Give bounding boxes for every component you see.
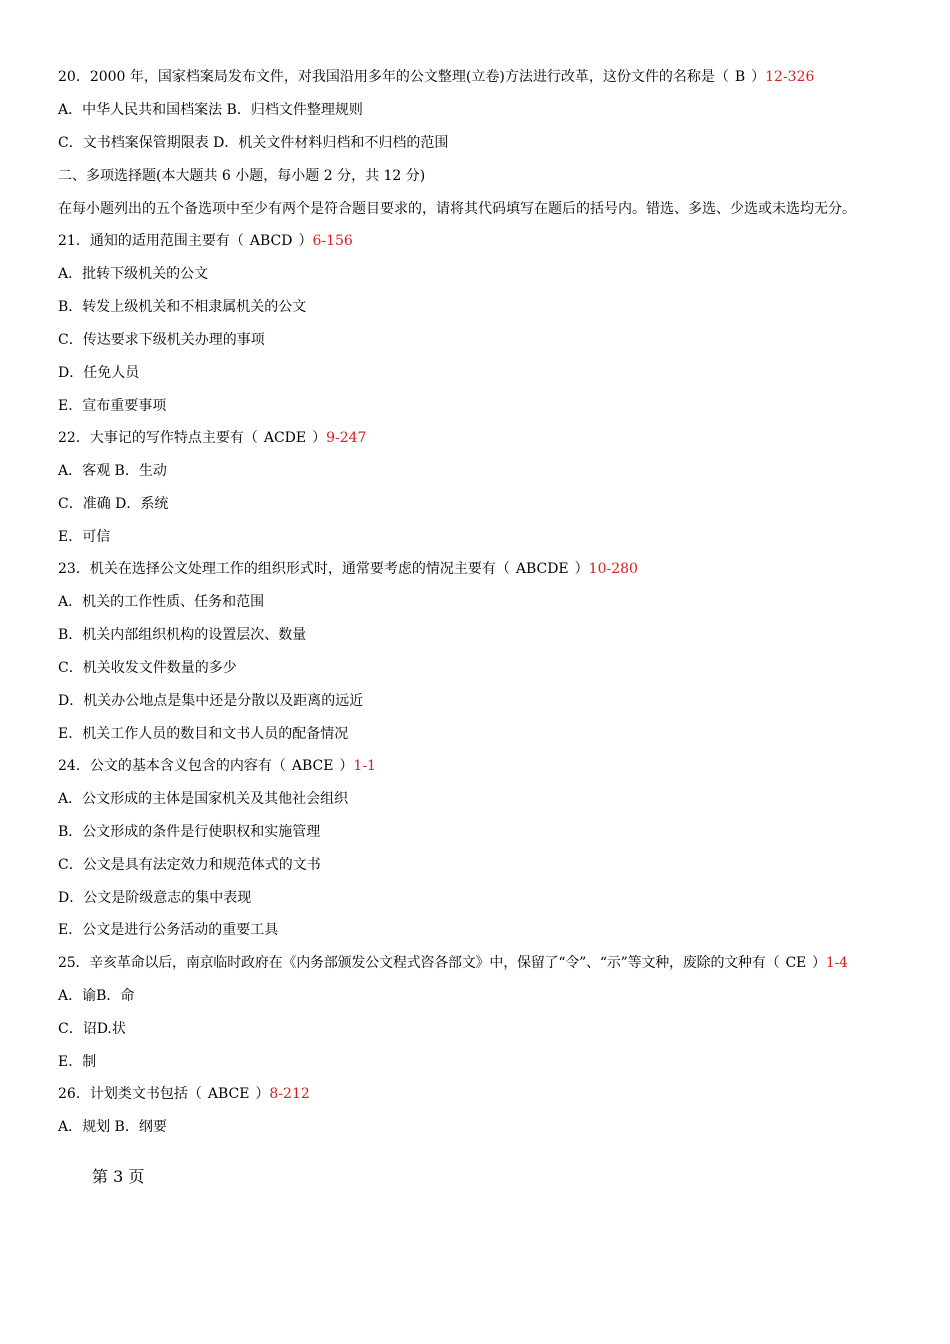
option-line: E．公文是进行公务活动的重要工具: [58, 922, 279, 938]
option-line: D．任免人员: [58, 365, 140, 381]
page-reference: 1-4: [825, 955, 848, 971]
option-line: A．公文形成的主体是国家机关及其他社会组织: [58, 791, 349, 807]
option-line: A．谕B．命: [58, 988, 135, 1004]
option-line: A．中华人民共和国档案法 B．归档文件整理规则: [58, 102, 363, 118]
question-25: 25．辛亥革命以后，南京临时政府在《内务部颁发公文程式咨各部文》中，保留了“令”、“示”等文种，废除的文种有（ CE ）1-4: [58, 955, 848, 971]
option-line: E．机关工作人员的数目和文书人员的配备情况: [58, 726, 349, 742]
page-reference: 12-326: [765, 69, 815, 85]
option-line: C．文书档案保管期限表 D．机关文件材料归档和不归档的范围: [58, 135, 449, 151]
option-line: B．转发上级机关和不相隶属机关的公文: [58, 299, 307, 315]
option-line: A．客观 B．生动: [58, 463, 167, 479]
answer: ABCE: [291, 758, 334, 774]
section-instructions: 在每小题列出的五个备选项中至少有两个是符合题目要求的，请将其代码填写在题后的括号内。错选、多选、少选或未选均无分。: [58, 201, 856, 217]
option-line: E．宣布重要事项: [58, 398, 167, 414]
option-line: B．公文形成的条件是行使职权和实施管理: [58, 824, 321, 840]
option-line: B．机关内部组织机构的设置层次、数量: [58, 627, 307, 643]
answer: ABCDE: [515, 561, 569, 577]
option-line: D．公文是阶级意志的集中表现: [58, 890, 252, 906]
option-line: E．可信: [58, 529, 111, 545]
option-line: A．规划 B．纲要: [58, 1119, 167, 1135]
answer: ABCD: [249, 233, 293, 249]
question-21: 21．通知的适用范围主要有（ ABCD ）6-156: [58, 233, 353, 249]
question-22: 22．大事记的写作特点主要有（ ACDE ）9-247: [58, 430, 367, 446]
option-line: C．公文是具有法定效力和规范体式的文书: [58, 857, 321, 873]
page-reference: 10-280: [588, 561, 638, 577]
answer: B: [734, 69, 746, 85]
page-number: 第 3 页: [92, 1167, 145, 1186]
option-line: C．传达要求下级机关办理的事项: [58, 332, 265, 348]
page-reference: 8-212: [269, 1086, 310, 1102]
answer: ABCE: [207, 1086, 250, 1102]
page-reference: 6-156: [312, 233, 353, 249]
option-line: C．准确 D．系统: [58, 496, 169, 512]
question-24: 24．公文的基本含义包含的内容有（ ABCE ）1-1: [58, 758, 376, 774]
question-26: 26．计划类文书包括（ ABCE ）8-212: [58, 1086, 310, 1102]
option-line: E．制: [58, 1054, 97, 1070]
question-23: 23．机关在选择公文处理工作的组织形式时，通常要考虑的情况主要有（ ABCDE ）10-280: [58, 561, 638, 577]
option-line: C．机关收发文件数量的多少: [58, 660, 237, 676]
option-line: A．机关的工作性质、任务和范围: [58, 594, 265, 610]
page-reference: 1-1: [353, 758, 376, 774]
option-line: D．机关办公地点是集中还是分散以及距离的远近: [58, 693, 364, 709]
option-line: A．批转下级机关的公文: [58, 266, 209, 282]
section-heading: 二、多项选择题(本大题共 6 小题，每小题 2 分，共 12 分): [58, 168, 426, 184]
answer: ACDE: [263, 430, 307, 446]
question-20: 20．2000 年，国家档案局发布文件，对我国沿用多年的公文整理(立卷)方法进行改革，这份文件的名称是（ B ）12-326: [58, 69, 815, 85]
page-reference: 9-247: [326, 430, 367, 446]
option-line: C．诏D.状: [58, 1021, 126, 1037]
answer: CE: [785, 955, 806, 971]
